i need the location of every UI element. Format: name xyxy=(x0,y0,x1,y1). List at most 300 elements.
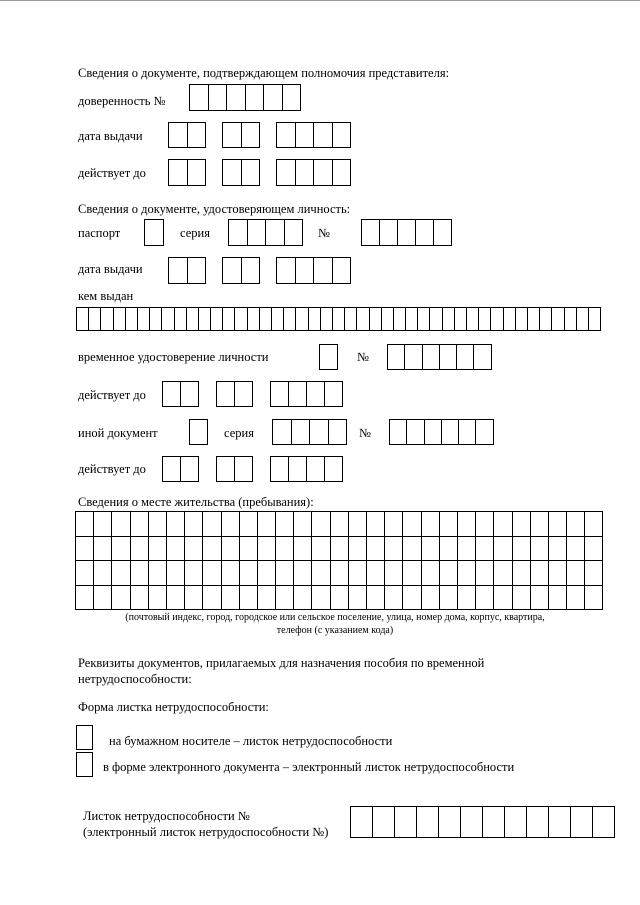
address-char-cell[interactable] xyxy=(167,512,185,537)
sick-leave-number-field[interactable] xyxy=(350,806,615,838)
address-char-cell[interactable] xyxy=(494,537,512,562)
char-cell[interactable] xyxy=(406,307,418,331)
attorney-valid-month-field[interactable] xyxy=(222,159,260,186)
address-char-cell[interactable] xyxy=(76,537,94,562)
attorney-issue-month-field[interactable] xyxy=(222,122,260,148)
char-cell[interactable] xyxy=(474,344,491,370)
char-cell[interactable] xyxy=(223,307,235,331)
char-cell[interactable] xyxy=(345,307,357,331)
char-cell[interactable] xyxy=(398,219,416,246)
address-char-cell[interactable] xyxy=(240,561,258,586)
address-char-cell[interactable] xyxy=(422,537,440,562)
passport-issue-date-label: дата выдачи xyxy=(78,262,143,276)
char-cell[interactable] xyxy=(333,307,345,331)
attachments-heading-line2: нетрудоспособности: xyxy=(78,672,192,686)
address-char-cell[interactable] xyxy=(531,537,549,562)
address-char-cell[interactable] xyxy=(567,537,585,562)
char-cell[interactable] xyxy=(188,257,207,284)
sick-leave-form-heading: Форма листка нетрудоспособности: xyxy=(78,700,269,714)
attorney-issue-year-field[interactable] xyxy=(276,122,351,148)
temp-id-valid-day-field[interactable] xyxy=(162,381,199,407)
char-cell[interactable] xyxy=(260,307,272,331)
identity-heading: Сведения о документе, удостоверяющем личность: xyxy=(78,202,351,216)
address-char-cell[interactable] xyxy=(203,586,221,611)
other-doc-valid-until-label: действует до xyxy=(78,462,146,476)
address-char-cell[interactable] xyxy=(513,561,531,586)
char-cell[interactable] xyxy=(242,122,261,148)
char-cell[interactable] xyxy=(217,456,235,482)
temp-id-label: временное удостоверение личности xyxy=(78,350,269,364)
char-cell[interactable] xyxy=(479,307,491,331)
char-cell[interactable] xyxy=(235,456,253,482)
paper-form-option-label: на бумажном носителе – листок нетрудоспособности xyxy=(109,734,393,748)
address-char-cell[interactable] xyxy=(312,586,330,611)
address-char-cell[interactable] xyxy=(76,512,94,537)
address-char-cell[interactable] xyxy=(149,561,167,586)
char-cell[interactable] xyxy=(407,419,424,445)
address-char-cell[interactable] xyxy=(331,561,349,586)
other-doc-number-label: № xyxy=(359,426,371,440)
address-char-cell[interactable] xyxy=(331,537,349,562)
char-cell[interactable] xyxy=(565,307,577,331)
top-edge-line xyxy=(0,0,640,1)
address-char-cell[interactable] xyxy=(222,561,240,586)
char-cell[interactable] xyxy=(227,84,246,111)
char-cell[interactable] xyxy=(181,456,199,482)
char-cell[interactable] xyxy=(390,419,407,445)
address-char-cell[interactable] xyxy=(112,537,130,562)
char-cell[interactable] xyxy=(169,159,188,186)
address-char-cell[interactable] xyxy=(167,537,185,562)
passport-series-label: серия xyxy=(180,226,210,240)
char-cell[interactable] xyxy=(289,456,307,482)
char-cell[interactable] xyxy=(455,307,467,331)
other-doc-type-field[interactable] xyxy=(189,419,208,445)
address-char-cell[interactable] xyxy=(240,512,258,537)
char-cell[interactable] xyxy=(593,806,615,838)
attorney-issue-date-label: дата выдачи xyxy=(78,129,143,143)
address-char-cell[interactable] xyxy=(476,561,494,586)
address-char-cell[interactable] xyxy=(76,586,94,611)
address-char-cell[interactable] xyxy=(513,586,531,611)
char-cell[interactable] xyxy=(187,307,199,331)
attachments-heading-line1: Реквизиты документов, прилагаемых для назначения пособия по временной xyxy=(78,656,485,670)
address-char-cell[interactable] xyxy=(94,561,112,586)
char-cell[interactable] xyxy=(277,122,296,148)
char-cell[interactable] xyxy=(351,806,373,838)
address-char-cell[interactable] xyxy=(476,537,494,562)
address-char-cell[interactable] xyxy=(203,537,221,562)
address-char-cell[interactable] xyxy=(112,586,130,611)
char-cell[interactable] xyxy=(272,307,284,331)
address-char-cell[interactable] xyxy=(403,561,421,586)
char-cell[interactable] xyxy=(320,344,338,370)
address-char-cell[interactable] xyxy=(367,561,385,586)
address-char-cell[interactable] xyxy=(531,512,549,537)
address-char-cell[interactable] xyxy=(131,561,149,586)
char-cell[interactable] xyxy=(209,84,228,111)
char-cell[interactable] xyxy=(552,307,564,331)
char-cell[interactable] xyxy=(373,806,395,838)
char-cell[interactable] xyxy=(394,307,406,331)
char-cell[interactable] xyxy=(114,307,126,331)
char-cell[interactable] xyxy=(314,159,333,186)
address-char-cell[interactable] xyxy=(385,561,403,586)
sick-leave-number-label: Листок нетрудоспособности № xyxy=(83,809,250,823)
char-cell[interactable] xyxy=(423,344,440,370)
passport-issue-day-field[interactable] xyxy=(168,257,206,284)
address-char-cell[interactable] xyxy=(240,586,258,611)
residence-caption-line2: телефон (с указанием кода) xyxy=(276,625,394,636)
char-cell[interactable] xyxy=(310,419,329,445)
address-char-cell[interactable] xyxy=(440,512,458,537)
address-char-cell[interactable] xyxy=(185,512,203,537)
char-cell[interactable] xyxy=(289,381,307,407)
char-cell[interactable] xyxy=(443,307,455,331)
char-cell[interactable] xyxy=(296,159,315,186)
char-cell[interactable] xyxy=(229,219,248,246)
char-cell[interactable] xyxy=(589,307,601,331)
passport-issue-month-field[interactable] xyxy=(222,257,260,284)
address-char-cell[interactable] xyxy=(331,586,349,611)
address-char-cell[interactable] xyxy=(367,512,385,537)
address-char-cell[interactable] xyxy=(294,537,312,562)
other-doc-valid-year-field[interactable] xyxy=(270,456,343,482)
address-char-cell[interactable] xyxy=(440,561,458,586)
char-cell[interactable] xyxy=(395,806,417,838)
char-cell[interactable] xyxy=(242,159,261,186)
char-cell[interactable] xyxy=(246,84,265,111)
address-char-cell[interactable] xyxy=(440,537,458,562)
address-char-cell[interactable] xyxy=(203,561,221,586)
char-cell[interactable] xyxy=(362,219,380,246)
address-char-cell[interactable] xyxy=(131,512,149,537)
char-cell[interactable] xyxy=(505,806,527,838)
char-cell[interactable] xyxy=(235,381,253,407)
char-cell[interactable] xyxy=(163,381,181,407)
address-char-cell[interactable] xyxy=(222,512,240,537)
address-char-cell[interactable] xyxy=(403,537,421,562)
char-cell[interactable] xyxy=(217,381,235,407)
address-char-cell[interactable] xyxy=(276,561,294,586)
address-char-cell[interactable] xyxy=(549,537,567,562)
char-cell[interactable] xyxy=(416,219,434,246)
passport-number-label: № xyxy=(318,226,330,240)
address-char-cell[interactable] xyxy=(585,512,603,537)
address-char-cell[interactable] xyxy=(458,561,476,586)
char-cell[interactable] xyxy=(175,307,187,331)
char-cell[interactable] xyxy=(329,419,348,445)
address-char-cell[interactable] xyxy=(567,512,585,537)
char-cell[interactable] xyxy=(459,419,476,445)
address-char-cell[interactable] xyxy=(167,586,185,611)
address-char-cell[interactable] xyxy=(258,512,276,537)
address-char-cell[interactable] xyxy=(513,512,531,537)
address-char-cell[interactable] xyxy=(276,586,294,611)
address-char-cell[interactable] xyxy=(131,586,149,611)
other-doc-valid-day-field[interactable] xyxy=(162,456,199,482)
char-cell[interactable] xyxy=(181,381,199,407)
char-cell[interactable] xyxy=(242,257,261,284)
address-char-cell[interactable] xyxy=(112,561,130,586)
char-cell[interactable] xyxy=(271,381,289,407)
electronic-form-option-label: в форме электронного документа – электронный листок нетрудоспособности xyxy=(103,760,515,774)
address-char-cell[interactable] xyxy=(494,512,512,537)
address-char-cell[interactable] xyxy=(185,561,203,586)
issued-by-label: кем выдан xyxy=(78,289,134,303)
address-char-cell[interactable] xyxy=(567,561,585,586)
char-cell[interactable] xyxy=(314,257,333,284)
address-char-cell[interactable] xyxy=(222,537,240,562)
char-cell[interactable] xyxy=(577,307,589,331)
char-cell[interactable] xyxy=(434,219,452,246)
address-char-cell[interactable] xyxy=(258,561,276,586)
char-cell[interactable] xyxy=(309,307,321,331)
address-char-cell[interactable] xyxy=(422,586,440,611)
other-doc-series-label: серия xyxy=(224,426,254,440)
passport-series-field[interactable] xyxy=(228,219,303,246)
address-char-cell[interactable] xyxy=(585,537,603,562)
address-char-cell[interactable] xyxy=(531,586,549,611)
char-cell[interactable] xyxy=(169,122,188,148)
char-cell[interactable] xyxy=(296,257,315,284)
passport-label: паспорт xyxy=(78,226,121,240)
char-cell[interactable] xyxy=(235,307,247,331)
address-char-cell[interactable] xyxy=(458,537,476,562)
char-cell[interactable] xyxy=(325,381,343,407)
address-char-cell[interactable] xyxy=(258,586,276,611)
char-cell[interactable] xyxy=(190,84,209,111)
address-char-cell[interactable] xyxy=(549,512,567,537)
char-cell[interactable] xyxy=(504,307,516,331)
char-cell[interactable] xyxy=(357,307,369,331)
address-char-cell[interactable] xyxy=(149,537,167,562)
char-cell[interactable] xyxy=(77,307,89,331)
address-char-cell[interactable] xyxy=(385,512,403,537)
passport-issue-year-field[interactable] xyxy=(276,257,351,284)
attorney-valid-day-field[interactable] xyxy=(168,159,206,186)
char-cell[interactable] xyxy=(440,344,457,370)
char-cell[interactable] xyxy=(126,307,138,331)
address-char-cell[interactable] xyxy=(349,586,367,611)
char-cell[interactable] xyxy=(467,307,479,331)
char-cell[interactable] xyxy=(540,307,552,331)
address-char-cell[interactable] xyxy=(94,586,112,611)
char-cell[interactable] xyxy=(370,307,382,331)
char-cell[interactable] xyxy=(333,257,352,284)
temp-id-number-label: № xyxy=(357,350,369,364)
char-cell[interactable] xyxy=(271,456,289,482)
char-cell[interactable] xyxy=(442,419,459,445)
address-char-cell[interactable] xyxy=(403,586,421,611)
char-cell[interactable] xyxy=(380,219,398,246)
char-cell[interactable] xyxy=(476,419,493,445)
char-cell[interactable] xyxy=(199,307,211,331)
char-cell[interactable] xyxy=(188,122,207,148)
address-char-cell[interactable] xyxy=(422,512,440,537)
char-cell[interactable] xyxy=(138,307,150,331)
address-char-cell[interactable] xyxy=(349,537,367,562)
char-cell[interactable] xyxy=(439,806,461,838)
char-cell[interactable] xyxy=(549,806,571,838)
char-cell[interactable] xyxy=(223,257,242,284)
attorney-issue-day-field[interactable] xyxy=(168,122,206,148)
char-cell[interactable] xyxy=(285,219,304,246)
char-cell[interactable] xyxy=(162,307,174,331)
address-char-cell[interactable] xyxy=(385,586,403,611)
char-cell[interactable] xyxy=(527,806,549,838)
address-char-cell[interactable] xyxy=(240,537,258,562)
char-cell[interactable] xyxy=(277,159,296,186)
char-cell[interactable] xyxy=(248,307,260,331)
char-cell[interactable] xyxy=(491,307,503,331)
address-char-cell[interactable] xyxy=(476,586,494,611)
electronic-form-checkbox[interactable] xyxy=(76,752,93,777)
char-cell[interactable] xyxy=(277,257,296,284)
char-cell[interactable] xyxy=(296,122,315,148)
char-cell[interactable] xyxy=(321,307,333,331)
address-char-cell[interactable] xyxy=(149,586,167,611)
address-char-cell[interactable] xyxy=(549,561,567,586)
address-char-cell[interactable] xyxy=(131,537,149,562)
char-cell[interactable] xyxy=(190,419,208,445)
address-char-cell[interactable] xyxy=(149,512,167,537)
issued-by-field[interactable] xyxy=(76,307,601,331)
char-cell[interactable] xyxy=(223,159,242,186)
temp-id-valid-year-field[interactable] xyxy=(270,381,343,407)
char-cell[interactable] xyxy=(150,307,162,331)
temp-id-valid-month-field[interactable] xyxy=(216,381,253,407)
address-char-cell[interactable] xyxy=(458,512,476,537)
power-of-attorney-number-field[interactable] xyxy=(189,84,301,111)
address-char-cell[interactable] xyxy=(476,512,494,537)
char-cell[interactable] xyxy=(461,806,483,838)
address-char-cell[interactable] xyxy=(312,537,330,562)
other-doc-number-field[interactable] xyxy=(389,419,494,445)
char-cell[interactable] xyxy=(333,159,352,186)
address-char-cell[interactable] xyxy=(312,512,330,537)
address-char-cell[interactable] xyxy=(367,586,385,611)
other-doc-valid-month-field[interactable] xyxy=(216,456,253,482)
char-cell[interactable] xyxy=(163,456,181,482)
address-char-cell[interactable] xyxy=(403,512,421,537)
representative-heading: Сведения о документе, подтверждающем полномочия представителя: xyxy=(78,66,450,80)
address-char-cell[interactable] xyxy=(94,537,112,562)
attorney-valid-year-field[interactable] xyxy=(276,159,351,186)
address-char-cell[interactable] xyxy=(349,512,367,537)
address-char-cell[interactable] xyxy=(331,512,349,537)
char-cell[interactable] xyxy=(333,122,352,148)
address-char-cell[interactable] xyxy=(185,537,203,562)
address-char-cell[interactable] xyxy=(440,586,458,611)
char-cell[interactable] xyxy=(425,419,442,445)
address-char-cell[interactable] xyxy=(76,561,94,586)
address-char-cell[interactable] xyxy=(294,561,312,586)
other-doc-series-field[interactable] xyxy=(272,419,347,445)
address-char-cell[interactable] xyxy=(549,586,567,611)
residence-heading: Сведения о месте жительства (пребывания): xyxy=(78,495,314,509)
char-cell[interactable] xyxy=(296,307,308,331)
address-char-cell[interactable] xyxy=(567,586,585,611)
residence-address-grid[interactable] xyxy=(75,511,603,610)
address-char-cell[interactable] xyxy=(494,561,512,586)
address-char-cell[interactable] xyxy=(185,586,203,611)
char-cell[interactable] xyxy=(307,381,325,407)
char-cell[interactable] xyxy=(388,344,405,370)
temp-id-number-field[interactable] xyxy=(387,344,492,370)
address-char-cell[interactable] xyxy=(422,561,440,586)
char-cell[interactable] xyxy=(273,419,292,445)
char-cell[interactable] xyxy=(571,806,593,838)
address-char-cell[interactable] xyxy=(494,586,512,611)
address-char-cell[interactable] xyxy=(294,512,312,537)
passport-type-field[interactable] xyxy=(144,219,164,246)
char-cell[interactable] xyxy=(307,456,325,482)
char-cell[interactable] xyxy=(101,307,113,331)
char-cell[interactable] xyxy=(528,307,540,331)
address-char-cell[interactable] xyxy=(367,537,385,562)
char-cell[interactable] xyxy=(169,257,188,284)
char-cell[interactable] xyxy=(266,219,285,246)
address-char-cell[interactable] xyxy=(458,586,476,611)
paper-form-checkbox[interactable] xyxy=(76,725,93,750)
char-cell[interactable] xyxy=(457,344,474,370)
char-cell[interactable] xyxy=(325,456,343,482)
address-char-cell[interactable] xyxy=(112,512,130,537)
char-cell[interactable] xyxy=(248,219,267,246)
char-cell[interactable] xyxy=(417,806,439,838)
address-char-cell[interactable] xyxy=(349,561,367,586)
char-cell[interactable] xyxy=(211,307,223,331)
address-char-cell[interactable] xyxy=(276,537,294,562)
char-cell[interactable] xyxy=(223,122,242,148)
address-char-cell[interactable] xyxy=(94,512,112,537)
address-char-cell[interactable] xyxy=(167,561,185,586)
address-char-cell[interactable] xyxy=(513,537,531,562)
address-char-cell[interactable] xyxy=(203,512,221,537)
char-cell[interactable] xyxy=(382,307,394,331)
address-char-cell[interactable] xyxy=(276,512,294,537)
address-char-cell[interactable] xyxy=(531,561,549,586)
address-char-cell[interactable] xyxy=(222,586,240,611)
residence-caption-line1: (почтовый индекс, город, городское или сельское поселение, улица, номер дома, корпус, квартира, xyxy=(125,612,545,623)
address-char-cell[interactable] xyxy=(312,561,330,586)
char-cell[interactable] xyxy=(145,219,164,246)
char-cell[interactable] xyxy=(264,84,283,111)
char-cell[interactable] xyxy=(483,806,505,838)
other-doc-label: иной документ xyxy=(78,426,158,440)
char-cell[interactable] xyxy=(405,344,422,370)
address-char-cell[interactable] xyxy=(258,537,276,562)
passport-number-field[interactable] xyxy=(361,219,452,246)
char-cell[interactable] xyxy=(89,307,101,331)
char-cell[interactable] xyxy=(314,122,333,148)
address-char-cell[interactable] xyxy=(585,586,603,611)
temp-id-type-field[interactable] xyxy=(319,344,338,370)
char-cell[interactable] xyxy=(188,159,207,186)
address-char-cell[interactable] xyxy=(385,537,403,562)
char-cell[interactable] xyxy=(284,307,296,331)
address-char-cell[interactable] xyxy=(585,561,603,586)
address-char-cell[interactable] xyxy=(294,586,312,611)
char-cell[interactable] xyxy=(292,419,311,445)
char-cell[interactable] xyxy=(430,307,442,331)
temp-id-valid-until-label: действует до xyxy=(78,388,146,402)
char-cell[interactable] xyxy=(283,84,302,111)
char-cell[interactable] xyxy=(418,307,430,331)
char-cell[interactable] xyxy=(516,307,528,331)
electronic-sick-leave-number-label: (электронный листок нетрудоспособности №) xyxy=(83,825,329,839)
